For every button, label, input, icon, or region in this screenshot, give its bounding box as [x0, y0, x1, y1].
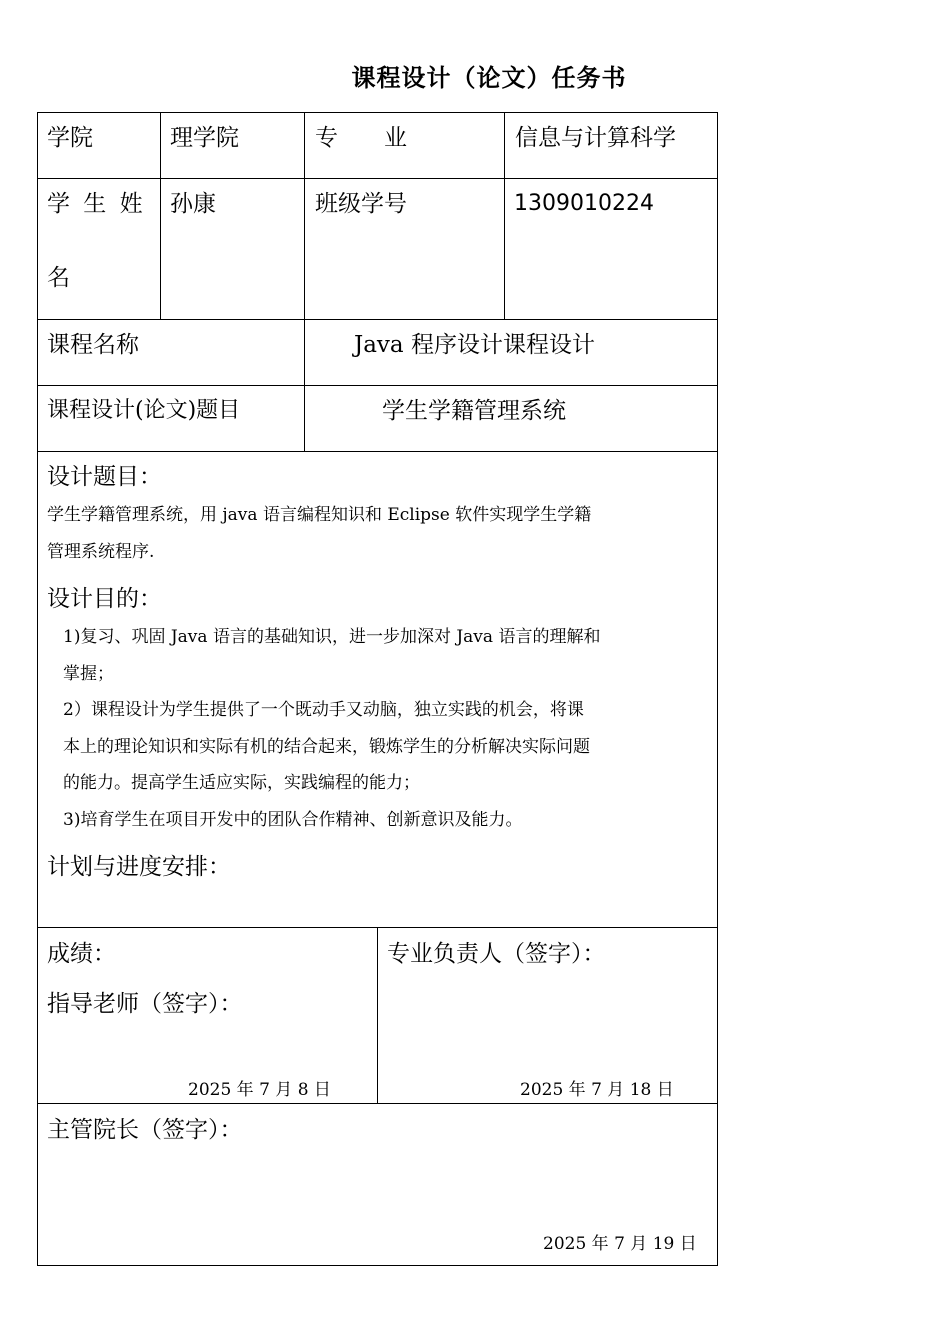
course-name-value: Java 程序设计课程设计	[354, 332, 595, 358]
design-purpose-heading: 设计目的：	[47, 586, 162, 612]
design-topic-text: 管理系统程序.	[47, 542, 155, 562]
row-divider	[37, 319, 718, 320]
course-name-label: 课程名称	[47, 332, 139, 358]
row-divider	[37, 178, 718, 179]
purpose-item: 1)复习、巩固 Java 语言的基础知识，进一步加深对 Java 语言的理解和	[63, 627, 601, 647]
student-name-label: 学 生 姓	[47, 191, 146, 217]
college-label: 学院	[47, 125, 93, 151]
dean-date: 2025 年 7 月 19 日	[543, 1234, 697, 1254]
major-value: 信息与计算科学	[515, 125, 676, 151]
row-divider	[37, 451, 718, 452]
college-value: 理学院	[170, 125, 239, 151]
purpose-item: 3)培育学生在项目开发中的团队合作精神、创新意识及能力。	[63, 810, 523, 830]
table-left-border	[37, 112, 38, 1266]
major-head-signature-label: 专业负责人（签字）：	[387, 941, 606, 967]
class-id-label: 班级学号	[315, 191, 407, 217]
dean-signature-label: 主管院长（签字）：	[47, 1117, 243, 1143]
column-divider	[304, 112, 305, 451]
purpose-item: 的能力。提高学生适应实际，实践编程的能力；	[63, 773, 420, 793]
column-divider	[160, 112, 161, 319]
table-bottom-border	[37, 1265, 718, 1266]
major-head-date: 2025 年 7 月 18 日	[520, 1080, 674, 1100]
major-label: 专 业	[315, 125, 407, 151]
document-title: 课程设计（论文）任务书	[351, 64, 627, 92]
purpose-item: 本上的理论知识和实际有机的结合起来，锻炼学生的分析解决实际问题	[63, 737, 590, 757]
design-topic-text: 学生学籍管理系统，用 java 语言编程知识和 Eclipse 软件实现学生学籍	[47, 505, 592, 525]
thesis-topic-value: 学生学籍管理系统	[382, 398, 566, 424]
advisor-signature-label: 指导老师（签字）：	[47, 991, 243, 1017]
row-divider	[37, 385, 718, 386]
table-top-border	[37, 112, 718, 113]
table-right-border	[717, 112, 718, 1266]
student-name-value: 孙康	[170, 191, 216, 217]
purpose-item: 掌握；	[63, 664, 114, 684]
student-name-label-cont: 名	[47, 265, 70, 291]
thesis-topic-label: 课程设计(论文)题目	[47, 398, 241, 423]
class-id-value: 1309010224	[514, 191, 654, 216]
advisor-date: 2025 年 7 月 8 日	[188, 1080, 331, 1100]
plan-heading: 计划与进度安排：	[47, 854, 231, 880]
column-divider	[377, 927, 378, 1103]
column-divider	[504, 112, 505, 319]
row-divider	[37, 1103, 718, 1104]
purpose-item: 2）课程设计为学生提供了一个既动手又动脑，独立实践的机会，将课	[63, 700, 584, 720]
grade-label: 成绩：	[47, 941, 116, 967]
design-topic-heading: 设计题目：	[47, 464, 162, 490]
